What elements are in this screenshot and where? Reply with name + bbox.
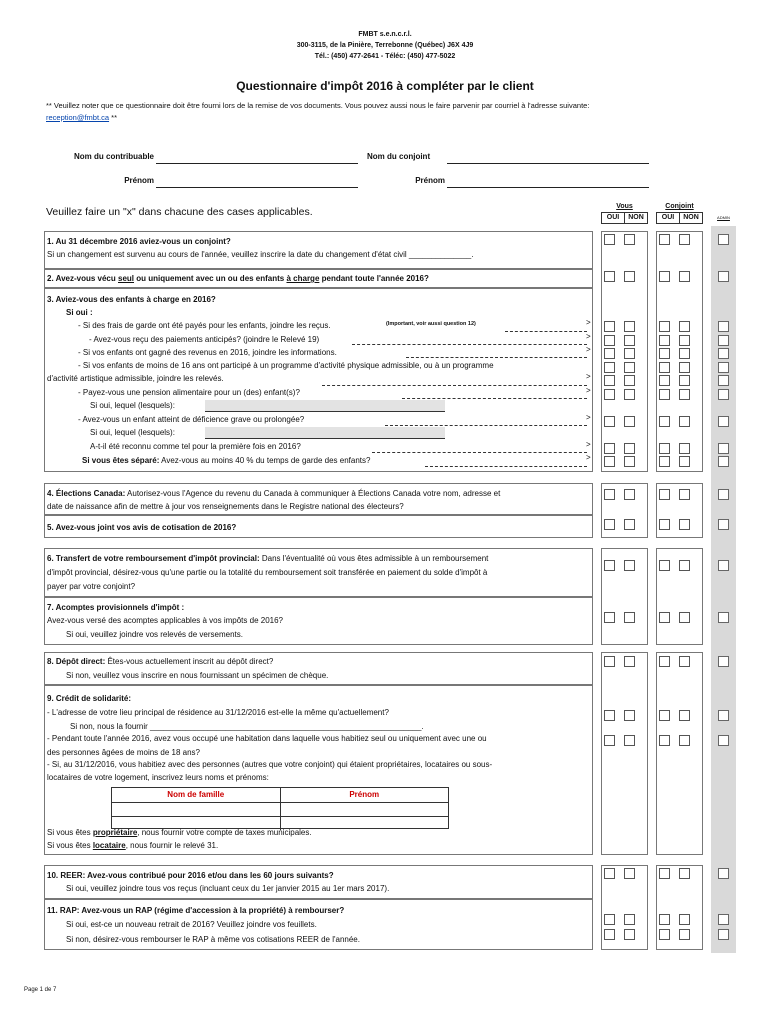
q7-title: 7. Acomptes provisionnels d'impôt : [47, 603, 185, 612]
conjoint-non-checkbox[interactable] [679, 348, 690, 359]
conjoint-non-checkbox[interactable] [679, 656, 690, 667]
q3-title: 3. Aviez-vous des enfants à charge en 2016? [47, 295, 216, 304]
q9-line-d: des personnes âgées de moins de 18 ans? [47, 748, 200, 757]
notice-text: ** Veuillez noter que ce questionnaire doit être fourni lors de la remise de vos documents. Vous pouvez aussi nous le faire parvenir par courriel à l'adresse suivante: [46, 101, 590, 110]
occupant-cell[interactable] [281, 803, 449, 816]
conjoint-non-checkbox[interactable] [679, 735, 690, 746]
leader-dash [385, 425, 587, 426]
conjoint-oui-checkbox[interactable] [659, 710, 670, 721]
vous-oui-checkbox[interactable] [604, 416, 615, 427]
q3-line5: - Payez-vous une pension alimentaire pour un (des) enfant(s)? [78, 388, 300, 397]
vous-non-checkbox[interactable] [624, 416, 635, 427]
q10-line: Si oui, veuillez joindre tous vos reçus (incluant ceux du 1er janvier 2015 au 1er mars 2017). [66, 884, 390, 893]
vous-oui-checkbox[interactable] [604, 735, 615, 746]
q3-line3: - Si vos enfants ont gagné des revenus en 2016, joindre les informations. [78, 348, 337, 357]
notice-stars: ** [111, 113, 117, 122]
q3-line8 [82, 454, 370, 467]
taxpayer-first-field[interactable] [156, 187, 358, 188]
q6-line3: payer par votre conjoint? [47, 582, 136, 591]
conjoint-non-checkbox[interactable] [679, 560, 690, 571]
vous-non-checkbox[interactable] [624, 612, 635, 623]
conjoint-non-checkbox[interactable] [679, 710, 690, 721]
vous-oui-checkbox[interactable] [604, 375, 615, 386]
conjoint-oui-checkbox[interactable] [659, 735, 670, 746]
occupant-cell[interactable] [112, 803, 281, 816]
conjoint-non-checkbox[interactable] [679, 321, 690, 332]
vous-non-checkbox[interactable] [624, 560, 635, 571]
admin-checkbox[interactable] [718, 443, 729, 454]
vous-oui-checkbox[interactable] [604, 560, 615, 571]
vous-non-checkbox[interactable] [624, 868, 635, 879]
conjoint-oui-checkbox[interactable] [659, 389, 670, 400]
vous-oui: OUI [602, 213, 625, 223]
admin-checkbox[interactable] [718, 348, 729, 359]
col-vous: Vous [616, 203, 633, 210]
conjoint-non-checkbox[interactable] [679, 443, 690, 454]
taxpayer-name-field[interactable] [156, 163, 358, 164]
vous-non-checkbox[interactable] [624, 335, 635, 346]
chevron-right-icon: > [586, 372, 591, 381]
spouse-first-field[interactable] [447, 187, 649, 188]
q9-h1: Si vous êtes [47, 841, 93, 850]
q1-line: Si un changement est survenu au cours de l'année, veuillez inscrire la date du changement d'état civil ______________. [47, 250, 474, 259]
vous-non-checkbox[interactable] [624, 735, 635, 746]
firm-address: 300-3115, de la Pinière, Terrebonne (Québec) J6X 4J9 [296, 42, 474, 49]
admin-checkbox[interactable] [718, 710, 729, 721]
conjoint-oui-checkbox[interactable] [659, 914, 670, 925]
vous-non-checkbox[interactable] [624, 456, 635, 467]
conjoint-oui-checkbox[interactable] [659, 929, 670, 940]
taxpayer-first-label: Prénom [124, 176, 154, 185]
q9-line-h [47, 839, 218, 852]
leader-dash [406, 357, 587, 358]
q4-heading: 4. Élections Canada: [47, 489, 126, 498]
q7-line2: Si oui, veuillez joindre vos relevés de versements. [66, 630, 243, 639]
conjoint-non-checkbox[interactable] [679, 612, 690, 623]
chevron-right-icon: > [586, 318, 591, 327]
vous-non-checkbox[interactable] [624, 348, 635, 359]
conjoint-frame-d [656, 652, 703, 855]
conjoint-oui-checkbox[interactable] [659, 234, 670, 245]
col-conjoint: Conjoint [665, 203, 694, 210]
conjoint-oui-checkbox[interactable] [659, 656, 670, 667]
conjoint-non-checkbox[interactable] [679, 914, 690, 925]
vous-oui-checkbox[interactable] [604, 929, 615, 940]
admin-checkbox[interactable] [718, 375, 729, 386]
q3-pension-children-field[interactable] [205, 400, 445, 412]
admin-checkbox[interactable] [718, 914, 729, 925]
q11-line2: Si non, désirez-vous rembourser le RAP à même vos cotisations REER de l'année. [66, 935, 360, 944]
q3-si-oui: Si oui : [66, 308, 93, 317]
admin-checkbox[interactable] [718, 271, 729, 282]
chevron-right-icon: > [586, 345, 591, 354]
admin-checkbox[interactable] [718, 519, 729, 530]
vous-non-checkbox[interactable] [624, 489, 635, 500]
vous-non-checkbox[interactable] [624, 362, 635, 373]
leader-dash [402, 398, 587, 399]
leader-dash [322, 385, 587, 386]
vous-header [601, 212, 648, 224]
q9-locataire: locataire [92, 841, 126, 850]
conjoint-non-checkbox[interactable] [679, 335, 690, 346]
q4-line2: date de naissance afin de mettre à jour vos renseignements dans le Registre national des électeurs? [47, 502, 404, 511]
q4-text-a: Autorisez-vous l'Agence du revenu du Canada à communiquer à Élections Canada votre nom, adresse et [125, 489, 501, 498]
conjoint-non-checkbox[interactable] [679, 929, 690, 940]
conjoint-oui-checkbox[interactable] [659, 335, 670, 346]
conjoint-non-checkbox[interactable] [679, 271, 690, 282]
admin-checkbox[interactable] [718, 362, 729, 373]
vous-non-checkbox[interactable] [624, 271, 635, 282]
q6-heading: 6. Transfert de votre remboursement d'impôt provincial: [47, 554, 260, 563]
q2-seul: seul [118, 274, 135, 283]
vous-oui-checkbox[interactable] [604, 362, 615, 373]
vous-oui-checkbox[interactable] [604, 710, 615, 721]
conjoint-oui-checkbox[interactable] [659, 321, 670, 332]
conjoint-non-checkbox[interactable] [679, 456, 690, 467]
q8-text-a: Êtes-vous actuellement inscrit au dépôt direct? [105, 657, 274, 666]
q9-proprietaire: propriétaire [92, 828, 138, 837]
q8-heading: 8. Dépôt direct: [47, 657, 106, 666]
occupants-table [111, 787, 449, 829]
vous-oui-checkbox[interactable] [604, 868, 615, 879]
conjoint-oui-checkbox[interactable] [659, 375, 670, 386]
chevron-right-icon: > [586, 453, 591, 462]
vous-frame-d [601, 652, 648, 855]
q2-charge: à charge [286, 274, 320, 283]
conjoint-oui-checkbox[interactable] [659, 612, 670, 623]
chevron-right-icon: > [586, 413, 591, 422]
occupants-col-lastname: Nom de famille [112, 788, 281, 802]
q9-line-g [47, 826, 312, 839]
conjoint-non-checkbox[interactable] [679, 519, 690, 530]
vous-non-checkbox[interactable] [624, 710, 635, 721]
vous-non-checkbox[interactable] [624, 914, 635, 925]
q11-line1: Si oui, est-ce un nouveau retrait de 2016? Veuillez joindre vos feuillets. [66, 920, 317, 929]
q11-title: 11. RAP: Avez-vous un RAP (régime d'accession à la propriété) à rembourser? [47, 906, 345, 915]
conjoint-oui-checkbox[interactable] [659, 271, 670, 282]
q9-line-a: - L'adresse de votre lieu principal de résidence au 31/12/2016 est-elle la même qu'actuellement? [47, 708, 389, 717]
admin-checkbox[interactable] [718, 234, 729, 245]
spouse-first-label: Prénom [415, 176, 445, 185]
email-link[interactable]: reception@fmbt.ca [46, 113, 110, 122]
vous-non-checkbox[interactable] [624, 389, 635, 400]
q9-title: 9. Crédit de solidarité: [47, 694, 132, 703]
vous-oui-checkbox[interactable] [604, 612, 615, 623]
conjoint-non-checkbox[interactable] [679, 362, 690, 373]
q3-line1: - Si des frais de garde ont été payés pour les enfants, joindre les reçus. [78, 321, 331, 330]
vous-oui-checkbox[interactable] [604, 443, 615, 454]
vous-non-checkbox[interactable] [624, 375, 635, 386]
vous-non-checkbox[interactable] [624, 929, 635, 940]
vous-oui-checkbox[interactable] [604, 321, 615, 332]
q3-line8-text: Avez-vous au moins 40 % du temps de garde des enfants? [159, 456, 371, 465]
q2-text-c: pendant toute l'année 2016? [319, 274, 429, 283]
q6-text-a: Dans l'éventualité où vous êtes admissible à un remboursement [259, 554, 489, 563]
q10-title: 10. REER: Avez-vous contribué pour 2016 et/ou dans les 60 jours suivants? [47, 871, 334, 880]
admin-checkbox[interactable] [718, 560, 729, 571]
conjoint-header [656, 212, 703, 224]
q6-line2: d'impôt provincial, désirez-vous qu'une partie ou la totalité du remboursement soit transférée en paiement du solde d'impôt à [47, 568, 488, 577]
admin-checkbox[interactable] [718, 929, 729, 940]
admin-checkbox[interactable] [718, 735, 729, 746]
q6-title [47, 552, 488, 565]
q3-line4a: - Si vos enfants de moins de 16 ans ont participé à un programme d'activité physique admissible, ou à un programme [78, 361, 494, 370]
admin-checkbox[interactable] [718, 656, 729, 667]
conjoint-oui-checkbox[interactable] [659, 456, 670, 467]
chevron-right-icon: > [586, 440, 591, 449]
q2-text-b: ou uniquement avec un ou des enfants [134, 274, 287, 283]
chevron-right-icon: > [586, 332, 591, 341]
q3-separe: Si vous êtes séparé: [82, 456, 160, 465]
conjoint-oui-checkbox[interactable] [659, 362, 670, 373]
col-admin: ADMIN [717, 215, 730, 220]
admin-checkbox[interactable] [718, 389, 729, 400]
vous-oui-checkbox[interactable] [604, 271, 615, 282]
conjoint-non-checkbox[interactable] [679, 234, 690, 245]
page-number: Page 1 de 7 [24, 987, 57, 993]
vous-oui-checkbox[interactable] [604, 335, 615, 346]
chevron-right-icon: > [586, 386, 591, 395]
conjoint-oui-checkbox[interactable] [659, 519, 670, 530]
page-title: Questionnaire d'impôt 2016 à compléter par le client [236, 79, 534, 93]
q9-line-b: Si non, nous la fournir _____________________________________________________________. [70, 722, 424, 731]
q8-line2: Si non, veuillez vous inscrire en nous fournissant un spécimen de chèque. [66, 671, 329, 680]
leader-dash [372, 452, 587, 453]
q3-line4b: d'activité artistique admissible, joindre les relevés. [47, 374, 224, 383]
q2-text-a: 2. Avez-vous vécu [47, 274, 118, 283]
q9-h3: , nous fournir le relevé 31. [125, 841, 219, 850]
admin-checkbox[interactable] [718, 335, 729, 346]
admin-checkbox[interactable] [718, 416, 729, 427]
firm-name: FMBT s.e.n.c.r.l. [358, 31, 412, 38]
conjoint-oui-checkbox[interactable] [659, 868, 670, 879]
q9-line-f: locataires de votre logement, inscrivez leurs noms et prénoms: [47, 773, 269, 782]
conjoint-oui-checkbox[interactable] [659, 489, 670, 500]
q9-g1: Si vous êtes [47, 828, 93, 837]
q3-disability-children-field[interactable] [205, 427, 445, 439]
q4-title [47, 487, 500, 500]
leader-dash [425, 466, 587, 467]
admin-checkbox[interactable] [718, 456, 729, 467]
taxpayer-name-label: Nom du contribuable [74, 152, 154, 161]
vous-oui-checkbox[interactable] [604, 519, 615, 530]
q9-g3: , nous fournir votre compte de taxes municipales. [137, 828, 312, 837]
vous-non: NON [628, 214, 644, 221]
vous-non-checkbox[interactable] [624, 234, 635, 245]
leader-dash [352, 344, 587, 345]
firm-phone: Tél.: (450) 477-2641 - Téléc: (450) 477-5022 [314, 53, 456, 60]
conjoint-oui-checkbox[interactable] [659, 443, 670, 454]
occupants-col-firstname: Prénom [349, 790, 380, 799]
q2-title [47, 272, 429, 285]
q1-title: 1. Au 31 décembre 2016 aviez-vous un conjoint? [47, 237, 231, 246]
admin-checkbox[interactable] [718, 868, 729, 879]
conjoint-non-checkbox[interactable] [679, 868, 690, 879]
conjoint-non-checkbox[interactable] [679, 389, 690, 400]
leader-dash [505, 331, 587, 332]
vous-oui-checkbox[interactable] [604, 234, 615, 245]
vous-oui-checkbox[interactable] [604, 348, 615, 359]
conjoint-oui-checkbox[interactable] [659, 416, 670, 427]
q9-line-c: - Pendant toute l'année 2016, avez vous occupé une habitation dans laquelle vous habitiez seul ou uniquement avec une ou [47, 734, 487, 743]
vous-oui-checkbox[interactable] [604, 914, 615, 925]
conjoint-oui: OUI [657, 213, 680, 223]
conjoint-non-checkbox[interactable] [679, 375, 690, 386]
conjoint-oui-checkbox[interactable] [659, 348, 670, 359]
vous-oui-checkbox[interactable] [604, 456, 615, 467]
q3-line5-sub: Si oui, lequel (lesquels): [90, 401, 175, 410]
q3-line7: A-t-il été reconnu comme tel pour la première fois en 2016? [90, 442, 301, 451]
conjoint-non-checkbox[interactable] [679, 416, 690, 427]
q3-line6: - Avez-vous un enfant atteint de déficience grave ou prolongée? [78, 415, 305, 424]
vous-non-checkbox[interactable] [624, 519, 635, 530]
spouse-name-field[interactable] [447, 163, 649, 164]
vous-oui-checkbox[interactable] [604, 489, 615, 500]
q3-line1-note: (Important, voir aussi question 12) [386, 321, 476, 327]
q7-line1: Avez-vous versé des acomptes applicables à vos impôts de 2016? [47, 616, 283, 625]
admin-checkbox[interactable] [718, 489, 729, 500]
vous-non-checkbox[interactable] [624, 656, 635, 667]
admin-checkbox[interactable] [718, 321, 729, 332]
q9-line-e: - Si, au 31/12/2016, vous habitiez avec des personnes (autres que votre conjoint) qui étaient propriétaires, locataires ou sous- [47, 760, 493, 769]
q3-line2: - Avez-vous reçu des paiements anticipés? (joindre le Relevé 19) [89, 335, 320, 344]
q8-title [47, 655, 273, 668]
conjoint-non: NON [683, 214, 699, 221]
spouse-name-label: Nom du conjoint [367, 152, 431, 161]
vous-non-checkbox[interactable] [624, 321, 635, 332]
q5-title: 5. Avez-vous joint vos avis de cotisation de 2016? [47, 523, 237, 532]
conjoint-oui-checkbox[interactable] [659, 560, 670, 571]
vous-oui-checkbox[interactable] [604, 389, 615, 400]
admin-checkbox[interactable] [718, 612, 729, 623]
instruction: Veuillez faire un "x" dans chacune des cases applicables. [46, 206, 313, 218]
vous-non-checkbox[interactable] [624, 443, 635, 454]
vous-oui-checkbox[interactable] [604, 656, 615, 667]
conjoint-non-checkbox[interactable] [679, 489, 690, 500]
q3-line6-sub: Si oui, lequel (lesquels): [90, 428, 175, 437]
